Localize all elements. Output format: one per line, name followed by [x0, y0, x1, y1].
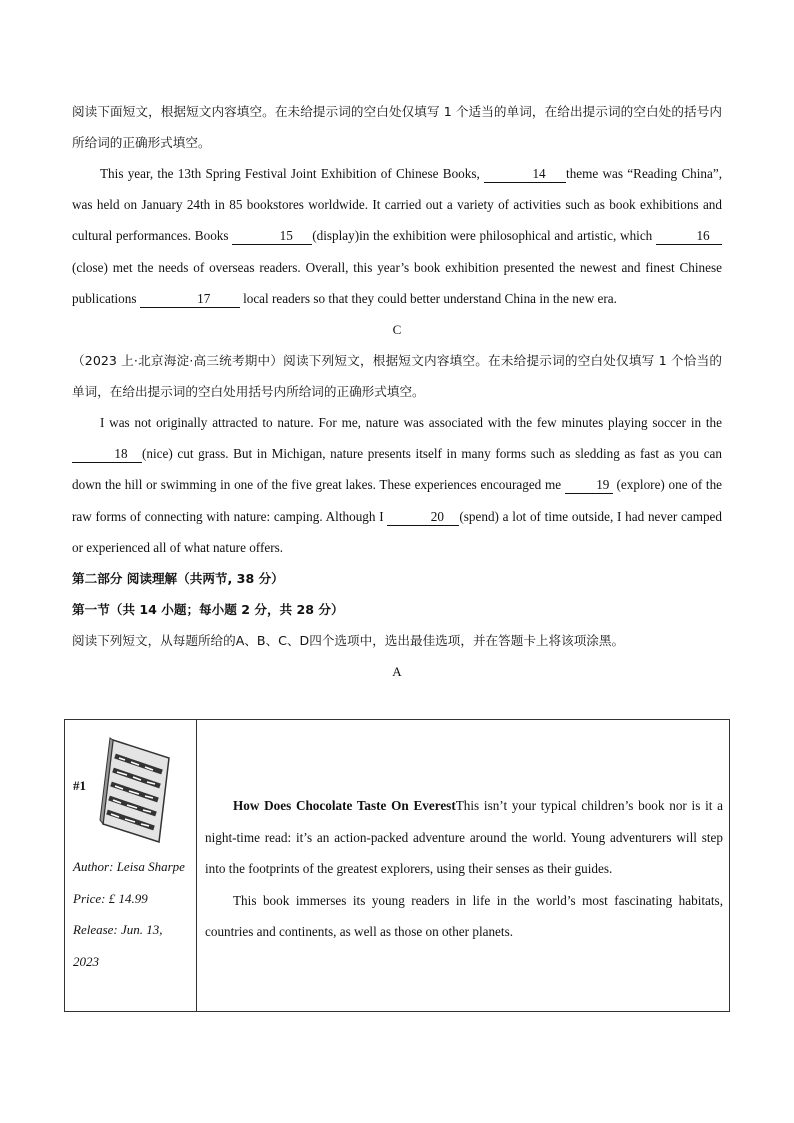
section-b-passage: [72, 158, 722, 314]
book-author: Author: Leisa Sharpe: [73, 859, 185, 874]
blank-19: 19: [565, 477, 613, 494]
passage-text: I was not originally attracted to nature. For me, nature was associated with the few minutes playing soccer in the: [100, 415, 722, 431]
passage-text: (spend) a lot of time outside, I had never camped or experienced all of what nature offers.: [72, 508, 722, 555]
book-price: Price: £ 14.99: [73, 890, 148, 906]
blank-16: 16: [656, 228, 722, 245]
book-meta: [73, 851, 191, 977]
book-desc-1: This isn’t your typical children’s book nor is it a night-time read: it’s an action-packed adventure around the world. Young adventurers will step into the footprints of the greatest explorers, using their senses as their guides.: [205, 798, 723, 876]
book-desc-2: This book immerses its young readers in life in the world’s most fascinating habitats, countries and continents, as well as those on other planets.: [205, 892, 723, 939]
part2-instructions: 阅读下列短文，从每题所给的A、B、C、D四个选项中，选出最佳选项，并在答题卡上将该项涂黑。: [72, 633, 625, 649]
blank-20: 20: [387, 509, 459, 526]
book-description-cell: [197, 720, 730, 1012]
book-description: [205, 790, 723, 948]
section-c-letter: C: [392, 322, 402, 338]
section-c-passage: [72, 407, 722, 563]
book-release: Release: Jun. 13, 2023: [73, 922, 163, 969]
section-b-instructions: 阅读下面短文，根据短文内容填空。在未给提示词的空白处仅填写 1 个适当的单词，在给出提示词的空白处的括号内所给词的正确形式填空。: [72, 104, 722, 150]
part2-subheading: 第一节（共 14 小题；每小题 2 分，共 28 分）: [72, 602, 344, 618]
passage-text: theme was “Reading China”, was held on January 24th in 85 bookstores worldwide. It carried out a variety of activities such as book exhibitions and cultural performances. Books: [72, 166, 723, 244]
passage-text: (display)in the exhibition were philosophical and artistic, which: [312, 228, 653, 244]
blank-18: 18: [72, 446, 142, 463]
part2-heading: 第二部分 阅读理解（共两节, 38 分）: [72, 571, 284, 587]
book-number: #1: [73, 778, 86, 793]
blank-17: 17: [140, 291, 240, 308]
book-cover-icon: [99, 736, 173, 844]
blank-14: 14: [484, 166, 566, 183]
passage-text: local readers so that they could better understand China in the new era.: [243, 290, 617, 306]
passage-text: This year, the 13th Spring Festival Joint Exhibition of Chinese Books,: [100, 166, 480, 181]
section-c-instructions: （2023 上·北京海淀·高三统考期中）阅读下列短文，根据短文内容填空。在未给提示词的空白处仅填写 1 个恰当的单词，在给出提示词的空白处用括号内所给词的正确形式填空。: [72, 353, 722, 400]
part2-letter: A: [392, 664, 402, 680]
passage-text: (close) met the needs of overseas readers. Overall, this year’s book exhibition presented the newest and finest Chinese publications: [72, 259, 722, 306]
passage-text: (nice) cut grass. But in Michigan, nature presents itself in many forms such as sledding as fast as you can down the hill or swimming in one of the five great lakes. These experiences encouraged me: [72, 446, 722, 493]
passage-text: (explore) one of the raw forms of connecting with nature: camping. Although I: [72, 477, 723, 524]
book-title: How Does Chocolate Taste On Everest: [233, 798, 456, 813]
blank-15: 15: [232, 228, 312, 245]
document-page: [72, 96, 722, 687]
book-table: [64, 719, 730, 1012]
book-info-cell: [65, 720, 197, 1012]
